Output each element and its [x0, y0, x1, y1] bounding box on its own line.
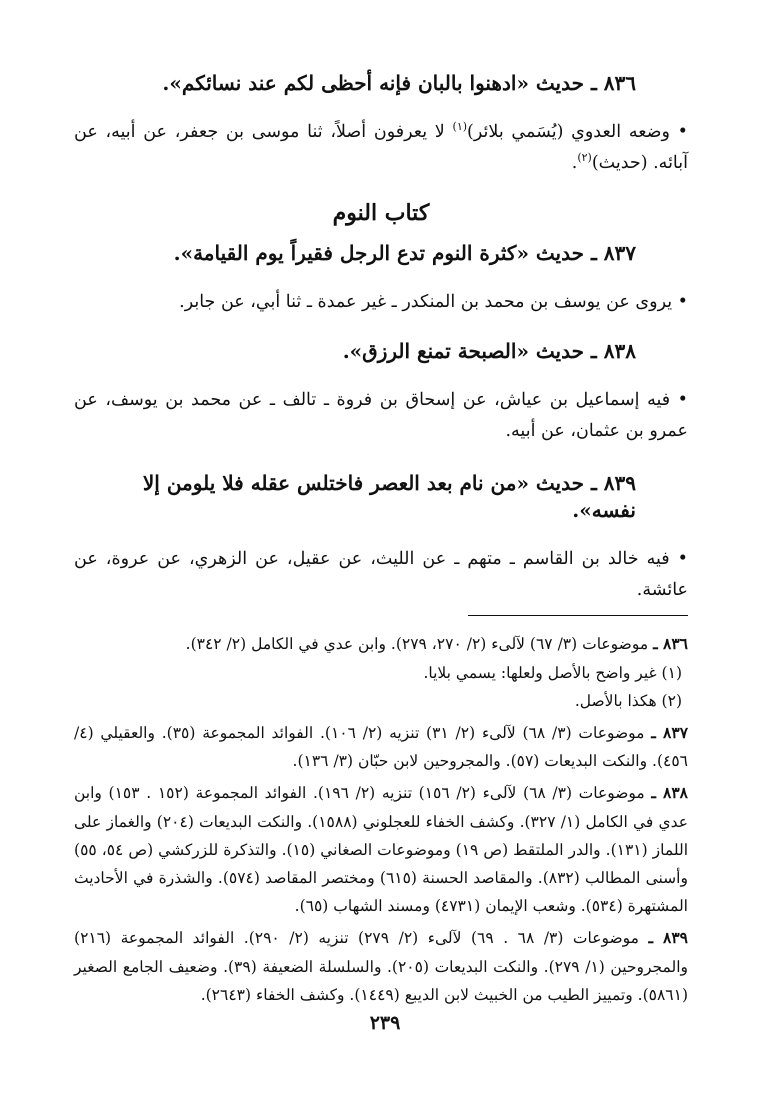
footnote-number: ٨٣٩ ـ — [648, 928, 688, 948]
footnote-number: ٨٣٧ ـ — [651, 722, 689, 742]
footnote-839 — [74, 924, 688, 1009]
footnote-number: ٨٣٦ ـ — [653, 634, 688, 654]
footnote-sub-2: (٢) هكذا بالأصل. — [574, 691, 682, 710]
footnote-837 — [74, 719, 688, 775]
footnote-sub-1: (١) غير واضح بالأصل ولعلها: يسمي بلايا. — [423, 663, 682, 682]
footnote-text: موضوعات (٣/ ٦٧) لآلىء (٢/ ٢٧٠، ٢٧٩). وابن عدي في الكامل (٢/ ٣٤٢). — [185, 635, 654, 654]
hadith-note-837: • يروى عن يوسف بن محمد بن المنكدر ـ غير عمدة ـ ثنا أبي، عن جابر. — [179, 292, 688, 313]
hadith-note-836 — [74, 117, 688, 178]
hadith-heading-839: ٨٣٩ ـ حديث «من نام بعد العصر فاختلس عقله فلا يلومن إلا نفسه». — [142, 471, 636, 523]
hadith-heading-838: ٨٣٨ ـ حديث «الصبحة تمنع الرزق». — [342, 338, 636, 363]
footnote-text: موضوعات (٣/ ٦٨ . ٦٩) لآلىء (٢/ ٢٧٩) تنزيه (٢/ ٢٩٠). الفوائد المجموعة (٢١٦) والمجروحين (١/ ٢٧٩). والنكت البديعات (٢٠٥). والسلسلة الضعيفة (٣٩). وضعيف الجامع الصغير (٥٨٦١). وتمييز الطيب من الخبيث لابن الديبع (١٤٤٩). وكشف الخفاء (٢٦٤٣). — [74, 929, 688, 1004]
page-number: ٢٣٩ — [369, 1012, 401, 1034]
book-title: كتاب النوم — [332, 200, 430, 227]
note-text-part: . — [571, 152, 578, 173]
footnote-separator — [468, 615, 688, 616]
footnote-number: ٨٣٨ ـ — [651, 783, 688, 803]
footnote-text: موضوعات (٣/ ٦٨) لآلىء (٢/ ١٥٦) تنزيه (٢/ ١٩٦). الفوائد المجموعة (١٥٢ . ١٥٣) وابن عدي في الكامل (١/ ٣٢٧). وكشف الخفاء للعجلوني (١٥٨٨). والنكت البديعات (٢٠٤) والغماز على اللماز (١٣١). والدر الملتقط (ص ١٩) وموضوعات الصغاني (١٥). والتذكرة للزركشي (ص ٥٤، ٥٥) وأسنى المطالب (٨٣٢). والمقاصد الحسنة (٦١٥) ومختصر المقاصد (٥٧٤). والشذرة في الأحاديث المشتهرة (٥٣٤). وشعب الإيمان (٤٧٣١) ومسند الشهاب (٦٥). — [74, 784, 688, 916]
footnote-ref: (١) — [452, 120, 468, 134]
hadith-note-839: • فيه خالد بن القاسم ـ متهم ـ عن الليث، عن عقيل، عن الزهري، عن عروة، عن عائشة. — [74, 549, 688, 600]
footnote-ref: (٢) — [577, 150, 592, 164]
note-text-part: • وضعه العدوي (يُسَمي بلائر) — [467, 122, 689, 142]
footnote-836 — [74, 630, 688, 658]
hadith-note-838: • فيه إسماعيل بن عياش، عن إسحاق بن فروة ـ تالف ـ عن محمد بن يوسف، عن عمرو بن عثمان، عن أبيه. — [74, 389, 688, 441]
footnote-text: موضوعات (٣/ ٦٨) لآلىء (٢/ ٣١) تنزيه (٢/ ١٠٦). الفوائد المجموعة (٣٥). والعقيلي (٤/ ٤٥٦). والنكت البديعات (٥٧). والمجروحين لابن حبّان (٣/ ١٣٦). — [74, 723, 688, 771]
footnote-838 — [74, 779, 688, 920]
hadith-heading-836: ٨٣٦ ـ حديث «ادهنوا بالبان فإنه أحظى لكم عند نسائكم». — [162, 71, 636, 95]
hadith-heading-837: ٨٣٧ ـ حديث «كثرة النوم تدع الرجل فقيراً يوم القيامة». — [173, 241, 636, 266]
note-text-part: لا يعرفون أصلاً، ثنا موسى بن جعفر، عن أبيه، عن آبائه. (حديث) — [74, 122, 688, 173]
footnotes — [74, 630, 688, 1009]
